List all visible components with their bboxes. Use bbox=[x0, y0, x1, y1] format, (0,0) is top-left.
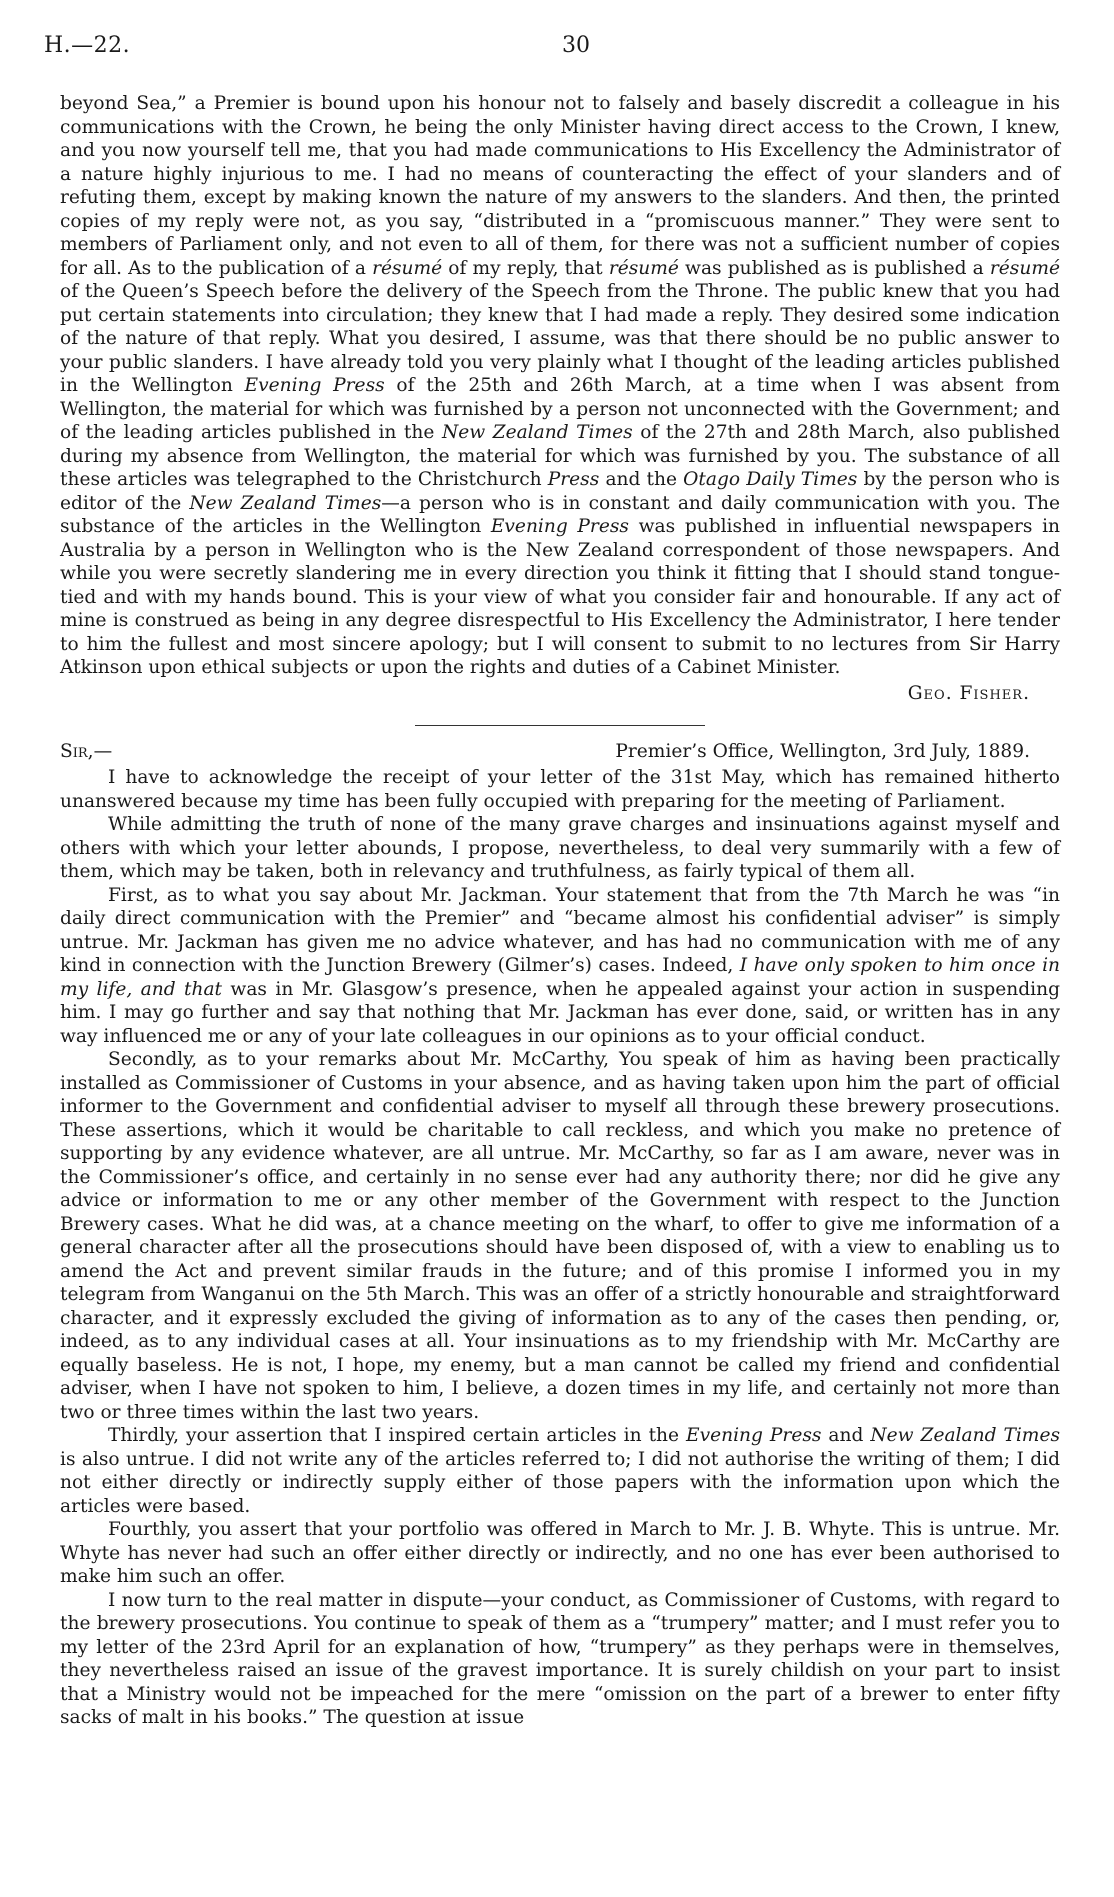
document-page bbox=[44, 30, 1061, 1730]
letter-heading bbox=[60, 740, 1060, 766]
page-header bbox=[44, 30, 1060, 92]
paragraph: First, as to what you say about Mr. Jackman. Your statement that from the 7th March he was “in daily direct communication with the Premier” and “became almost his confidential adviser” is simply untrue. Mr. Jackman has given me no advice whatever, and has had no communication with me of any kind in connection with the Junction Brewery (Gilmer’s) cases. Indeed, I have only spoken to him once in my life, and that was in Mr. Glasgow’s presence, when he appealed against your action in suspending him. I may go further and say that nothing that Mr. Jackman has ever done, said, or written has in any way influenced me or any of your late colleagues in our opinions as to your official conduct. bbox=[60, 884, 1060, 1047]
paragraph: I have to acknowledge the receipt of your letter of the 31st May, which has remained hitherto unanswered because my time has been fully occupied with preparing for the meeting of Parliament. bbox=[60, 767, 1060, 812]
paragraph: Thirdly, your assertion that I inspired certain articles in the Evening Press and New Zealand Times is also untrue. I did not write any of the articles referred to; I did not authorise the writing of them; I did not either directly or indirectly supply either of those papers with the information upon which the articles were based. bbox=[60, 1425, 1060, 1517]
dateline: Premier’s Office, Wellington, 3rd July, 1889. bbox=[615, 741, 1030, 762]
paragraph: Secondly, as to your remarks about Mr. McCarthy, You speak of him as having been practically installed as Commissioner of Customs in your absence, and as having taken upon him the part of official informer to the Government and confidential adviser to myself all through these brewery prosecutions. These assertions, which it would be charitable to call reckless, and which you make no pretence of supporting by any evidence whatever, are all untrue. Mr. McCarthy, so far as I am aware, never was in the Commissioner’s office, and certainly in no sense ever had any authority there; nor did he give any advice or information to me or any other member of the Government with respect to the Junction Brewery cases. What he did was, at a chance meeting on the wharf, to offer to give me information of a general character after all the prosecutions should have been disposed of, with a view to enabling us to amend the Act and prevent similar frauds in the future; and of this promise I informed you in my telegram from Wanganui on the 5th March. This was an offer of a strictly honourable and straightforward character, and it expressly excluded the giving of information as to any of the cases then pending, or, indeed, as to any individual cases at all. Your insinuations as to my friendship with Mr. McCarthy are equally baseless. He is not, I hope, my enemy, but a man cannot be called my friend and confidential adviser, when I have not spoken to him, I believe, a dozen times in my life, and certainly not more than two or three times within the last two years. bbox=[60, 1049, 1061, 1423]
salutation: Sir,— bbox=[60, 741, 113, 762]
letter1-paragraph: beyond Sea,” a Premier is bound upon his honour not to falsely and basely discredit a colleague in his communications with the Crown, he being the only Minister having direct access to the Crown, I knew, and you now yourself tell me, that you had made communications to His Excellency the Administrator of a nature highly injurious to me. I had no means of counteracting the effect of your slanders and of refuting them, except by making known the nature of my answers to the slanders. And then, the printed copies of my reply were not, as you say, “distributed in a “promiscuous manner.” They were sent to members of Parliament only, and not even to all of them, for there was not a sufficient number of copies for all. As to the publication of a résumé of my reply, that résumé was published as is published a résumé of the Queen’s Speech before the delivery of the Speech from the Throne. The public knew that you had put certain statements into circulation; they knew that I had made a reply. They desired some indication of the nature of that reply. What you desired, I assume, was that there should be no public answer to your public slanders. I have already told you very plainly what I thought of the leading articles published in the Wellington Evening Press of the 25th and 26th March, at a time when I was absent from Wellington, the material for which was furnished by a person not unconnected with the Government; and of the leading articles published in the New Zealand Times of the 27th and 28th March, also published during my absence from Wellington, the material for which was furnished by you. The substance of all these articles was telegraphed to the Christchurch Press and the Otago Daily Times by the person who is editor of the New Zealand Times—a person who is in constant and daily communication with you. The substance of the articles in the Wellington Evening Press was published in influential newspapers in Australia by a person in Wellington who is the New Zealand correspondent of those newspapers. And while you were secretly slandering me in every direction you think it fitting that I should stand tongue-tied and with my hands bound. This is your view of what you consider fair and honourable. If any act of mine is construed as being in any degree disrespectful to His Excellency the Administrator, I here tender to him the fullest and most sincere apology; but I will consent to submit to no lectures from Sir Harry Atkinson upon ethical subjects or upon the rights and duties of a Cabinet Minister. bbox=[60, 93, 1060, 678]
signature: Geo. Fisher. bbox=[907, 682, 1030, 704]
paragraph: I now turn to the real matter in dispute—your conduct, as Commissioner of Customs, with regard to the brewery prosecutions. You continue to speak of them as a “trumpery” matter; and I must refer you to my letter of the 23rd April for an explanation of how, “trumpery” as they perhaps were in themselves, they nevertheless raised an issue of the gravest importance. It is surely childish on your part to insist that a Ministry would not be impeached for the mere “omission on the part of a brewer to enter fifty sacks of malt in his books.” The question at issue bbox=[60, 1589, 1060, 1728]
paragraph: While admitting the truth of none of the many grave charges and insinuations against myself and others with which your letter abounds, I propose, nevertheless, to deal very summarily with a few of them, which may be taken, both in relevancy and truthfulness, as fairly typical of them all. bbox=[60, 814, 1060, 882]
document-reference: H.—22. bbox=[44, 33, 131, 58]
page-number: 30 bbox=[562, 33, 590, 58]
section-divider bbox=[415, 725, 705, 726]
paragraph: Fourthly, you assert that your portfolio was offered in March to Mr. J. B. Whyte. This is untrue. Mr. Whyte has never had such an offer either directly or indirectly, and no one has ever been authorised to make him such an offer. bbox=[60, 1519, 1060, 1587]
